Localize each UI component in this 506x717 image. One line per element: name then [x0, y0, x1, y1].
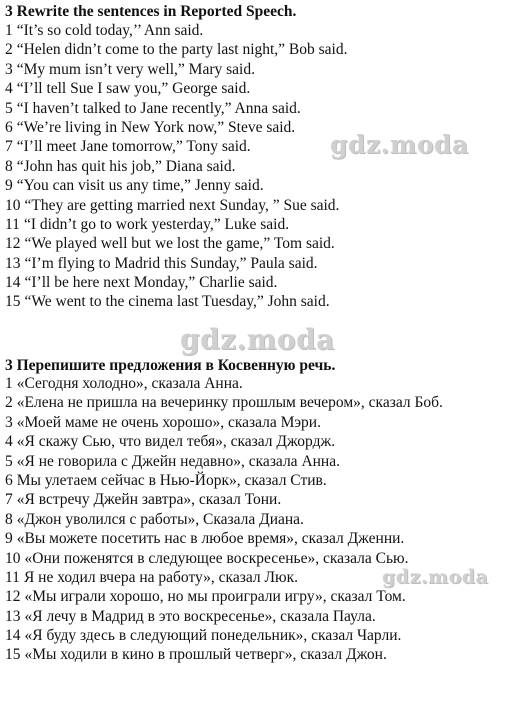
sentence-text: “We’re living in New York now,” Steve said.: [16, 118, 296, 136]
sentence-text: “Helen didn’t come to the party last night,” Bob said.: [16, 41, 348, 59]
sentence-text: «Мы играли хорошо, но мы проиграли игру», сказал Том.: [24, 588, 406, 606]
russian-sentence-list: [5, 374, 443, 665]
russian-sentence-item: [5, 432, 443, 451]
sentence-text: «Джон уволился с работы», Сказала Диана.: [16, 510, 304, 528]
russian-sentence-item: [5, 374, 443, 393]
sentence-number: 4: [5, 433, 13, 451]
russian-sentence-item: [5, 568, 443, 587]
russian-sentence-item: [5, 645, 443, 664]
sentence-number: 10: [5, 196, 21, 214]
sentence-text: Мы улетаем сейчас в Нью-Йорк», сказал Стив.: [16, 471, 327, 489]
russian-sentence-item: [5, 549, 443, 568]
sentence-text: “I’m flying to Madrid this Sunday,” Paula said.: [24, 254, 318, 272]
sentence-number: 3: [5, 413, 13, 431]
russian-sentence-item: [5, 490, 443, 509]
sentence-text: “You can visit us any time,” Jenny said.: [16, 177, 264, 195]
sentence-text: «Я встречу Джейн завтра», сказал Тони.: [16, 491, 282, 509]
sentence-text: «Моей маме не очень хорошо», сказала Мэри.: [16, 413, 321, 431]
sentence-text: “I’ll tell Sue I saw you,” George said.: [16, 80, 251, 98]
sentence-text: “I haven’t talked to Jane recently,” Anna said.: [16, 99, 301, 117]
sentence-text: “We played well but we lost the game,” Tom said.: [24, 235, 335, 253]
sentence-number: 4: [5, 80, 13, 98]
english-sentence-item: [5, 254, 348, 273]
sentence-number: 14: [5, 274, 21, 292]
english-sentence-item: [5, 292, 348, 311]
sentence-text: «Я скажу Сью, что видел тебя», сказал Джордж.: [16, 433, 336, 451]
sentence-number: 9: [5, 530, 13, 548]
sentence-number: 12: [5, 588, 21, 606]
english-sentence-item: [5, 40, 348, 59]
russian-sentence-item: [5, 529, 443, 548]
sentence-text: “I’ll meet Jane tomorrow,” Tony said.: [16, 138, 251, 156]
sentence-text: «Я не говорила с Джейн недавно», сказала Анна.: [16, 452, 340, 470]
sentence-number: 11: [5, 215, 20, 233]
sentence-text: “John has quit his job,” Diana said.: [16, 157, 236, 175]
sentence-text: “I didn’t go to work yesterday,” Luke said.: [23, 215, 290, 233]
sentence-text: Я не ходил вчера на работу», сказал Люк.: [23, 568, 298, 586]
russian-sentence-item: [5, 413, 443, 432]
sentence-number: 12: [5, 235, 21, 253]
english-sentence-list: [5, 21, 348, 312]
english-sentence-item: [5, 157, 348, 176]
sentence-number: 2: [5, 394, 13, 412]
russian-sentence-item: [5, 607, 443, 626]
sentence-number: 15: [5, 293, 21, 311]
russian-sentence-item: [5, 471, 443, 490]
watermark-bottom: gdz.moda: [382, 566, 489, 588]
sentence-number: 1: [5, 22, 13, 39]
english-sentence-item: [5, 234, 348, 253]
english-sentence-item: [5, 21, 348, 40]
english-sentence-item: [5, 99, 348, 118]
sentence-number: 2: [5, 41, 13, 59]
english-sentence-item: [5, 176, 348, 195]
english-sentence-item: [5, 118, 348, 137]
sentence-text: «Я лечу в Мадрид в это воскресенье», сказала Паула.: [24, 607, 376, 625]
sentence-number: 5: [5, 99, 13, 117]
sentence-text: “It’s so cold today,’’ Ann said.: [16, 22, 204, 39]
sentence-number: 14: [5, 627, 21, 645]
sentence-text: “I’ll be here next Monday,” Charlie said.: [24, 274, 278, 292]
sentence-number: 10: [5, 549, 21, 567]
english-sentence-item: [5, 196, 348, 215]
english-sentence-item: [5, 60, 348, 79]
sentence-number: 11: [5, 568, 20, 586]
english-sentence-item: [5, 79, 348, 98]
sentence-number: 9: [5, 177, 13, 195]
sentence-text: «Они поженятся в следующее воскресенье», сказала Сью.: [24, 549, 409, 567]
sentence-text: «Елена не пришла на вечеринку прошлым вечером», сказал Боб.: [16, 394, 443, 412]
russian-sentence-item: [5, 452, 443, 471]
watermark-top: gdz.moda: [330, 130, 469, 159]
russian-exercise-heading: 3 Перепишите предложения в Косвенную речь.: [5, 357, 336, 374]
russian-sentence-item: [5, 626, 443, 645]
sentence-text: «Сегодня холодно», сказала Анна.: [16, 375, 243, 392]
sentence-number: 1: [5, 375, 13, 392]
sentence-number: 8: [5, 510, 13, 528]
sentence-text: «Вы можете посетить нас в любое время», сказал Дженни.: [16, 530, 405, 548]
sentence-text: «Мы ходили в кино в прошлый четверг», сказал Джон.: [24, 646, 387, 664]
sentence-number: 7: [5, 491, 13, 509]
sentence-number: 8: [5, 157, 13, 175]
sentence-number: 13: [5, 607, 21, 625]
sentence-number: 15: [5, 646, 21, 664]
sentence-number: 7: [5, 138, 13, 156]
sentence-number: 5: [5, 452, 13, 470]
russian-sentence-item: [5, 393, 443, 412]
english-sentence-item: [5, 273, 348, 292]
english-sentence-item: [5, 215, 348, 234]
russian-sentence-item: [5, 587, 443, 606]
watermark-middle: gdz.moda: [180, 323, 335, 356]
sentence-number: 3: [5, 60, 13, 78]
sentence-number: 6: [5, 118, 13, 136]
sentence-text: “My mum isn’t very well,” Mary said.: [16, 60, 255, 78]
english-sentence-item: [5, 137, 348, 156]
english-exercise-heading: 3 Rewrite the sentences in Reported Speech.: [5, 3, 297, 20]
sentence-number: 6: [5, 471, 13, 489]
sentence-number: 13: [5, 254, 21, 272]
russian-sentence-item: [5, 510, 443, 529]
sentence-text: “We went to the cinema last Tuesday,” John said.: [24, 293, 330, 311]
sentence-text: «Я буду здесь в следующий понедельник», сказал Чарли.: [24, 627, 402, 645]
sentence-text: “They are getting married next Sunday, ” Sue said.: [24, 196, 340, 214]
